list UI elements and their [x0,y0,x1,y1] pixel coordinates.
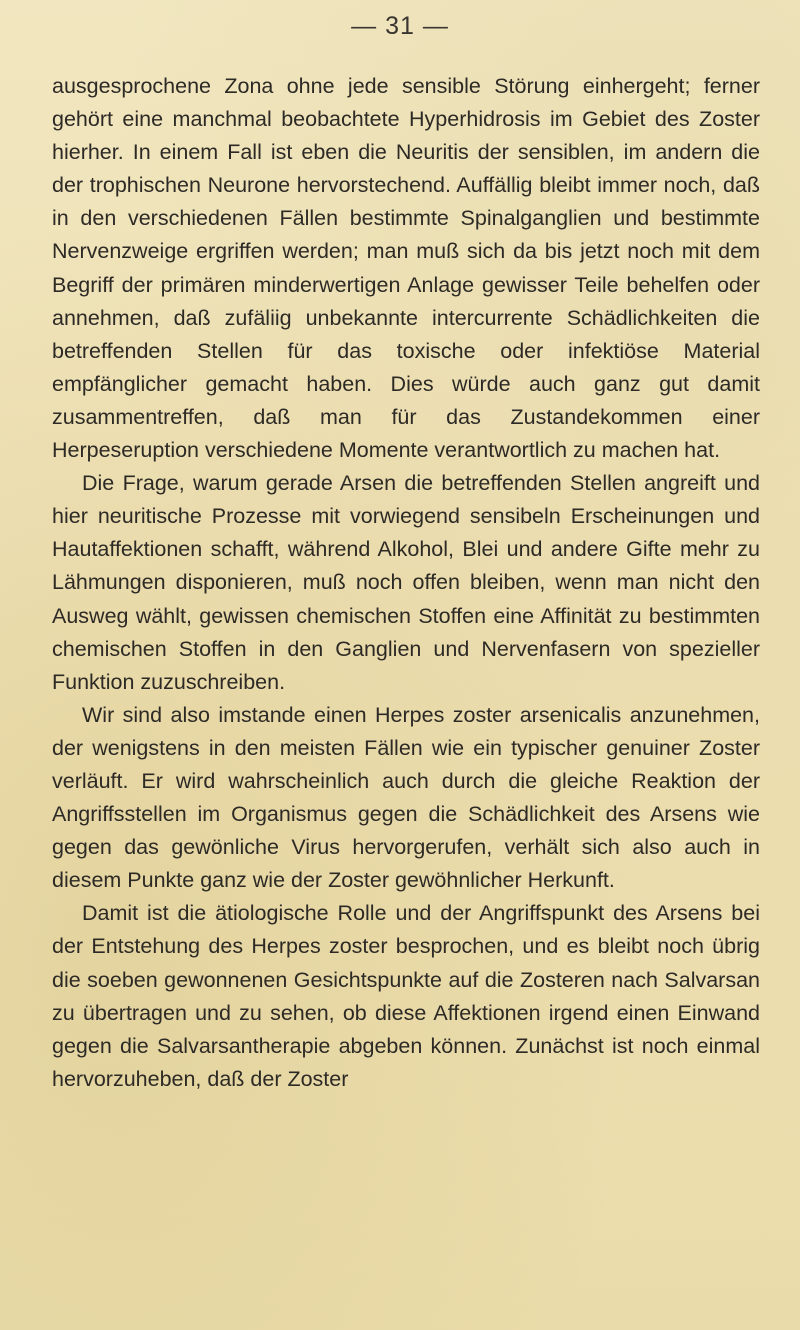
page-number: — 31 — [351,12,449,40]
paragraph-3: Wir sind also imstande einen Herpes zoster arsenicalis anzunehmen, der wenigstens in den meisten Fällen wie ein typischer genuiner Zoster verläuft. Er wird wahrscheinlich auch durch die gleiche Reaktion der Angriffsstellen im Organismus gegen die Schädlichkeit des Arsens wie gegen das gewönliche Virus hervorgerufen, verhält sich also auch in diesem Punkte ganz wie der Zoster gewöhnlicher Herkunft. [52,702,760,893]
paragraph-1: ausgesprochene Zona ohne jede sensible Störung einhergeht; ferner gehört eine manchmal beobachtete Hyperhidrosis im Gebiet des Zoster hierher. In einem Fall ist eben die Neuritis der sensiblen, im andern die der trophischen Neurone hervorstechend. Auffällig bleibt immer noch, daß in den verschiedenen Fällen bestimmte Spinalganglien und bestimmte Nervenzweige ergriffen werden; man muß sich da bis jetzt noch mit dem Begriff der primären minderwertigen Anlage gewisser Teile behelfen oder annehmen, daß zufäliig unbekannte intercurrente Schädlichkeiten die betreffenden Stellen für das toxische oder infektiöse Material empfänglicher gemacht haben. Dies würde auch ganz gut damit zusammentreffen, daß man für das Zustandekommen einer Herpeseruption verschiedene Momente verantwortlich zu machen hat. [52,74,760,463]
paragraph-4: Damit ist die ätiologische Rolle und der Angriffspunkt des Arsens bei der Entstehung des Herpes zoster besprochen, und es bleibt noch übrig die soeben gewonnenen Gesichtspunkte auf die Zosteren nach Salvarsan zu übertragen und zu sehen, ob diese Affektionen irgend einen Einwand gegen die Salvarsantherapie abgeben können. Zunächst ist noch einmal hervorzuheben, daß der Zoster [52,901,760,1091]
body-text [52,70,760,1096]
paragraph-2: Die Frage, warum gerade Arsen die betreffenden Stellen angreift und hier neuritische Prozesse mit vorwiegend sensibeln Erscheinungen und Hautaffektionen schafft, während Alkohol, Blei und andere Gifte mehr zu Lähmungen disponieren, muß noch offen bleiben, wenn man nicht den Ausweg wählt, gewissen chemischen Stoffen eine Affinität zu bestimmten chemischen Stoffen in den Ganglien und Nervenfasern von spezieller Funktion zuzuschreiben. [52,471,760,694]
